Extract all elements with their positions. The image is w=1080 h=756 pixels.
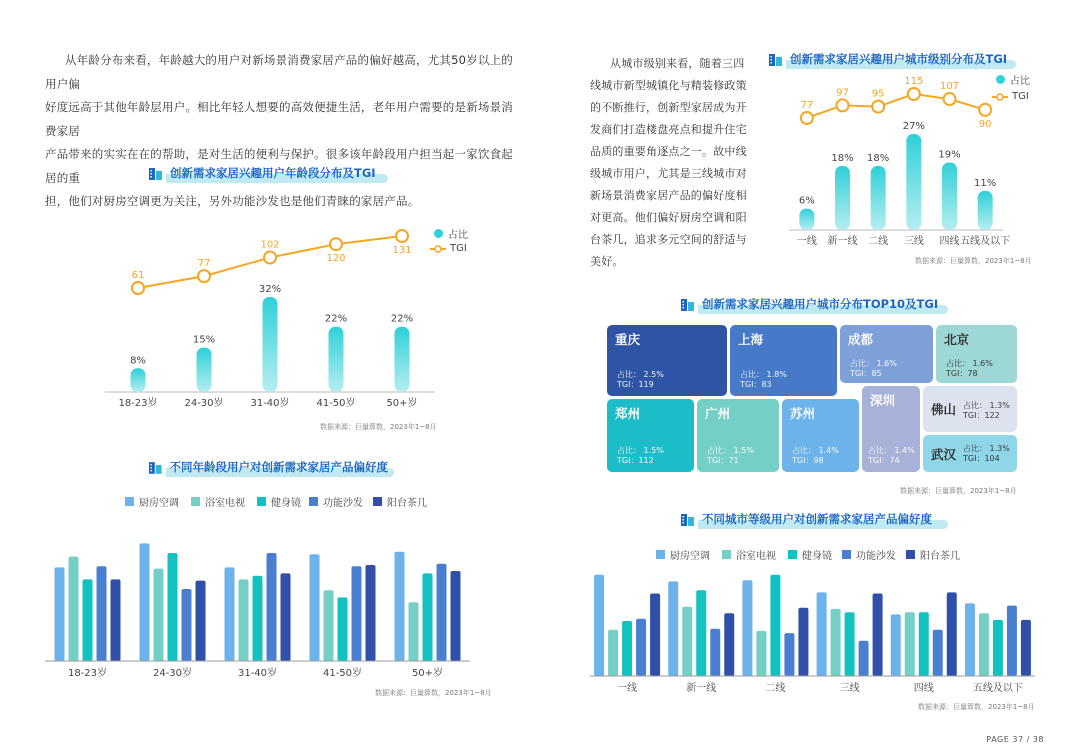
share-value: 1.5% — [643, 446, 664, 455]
city-name: 苏州 — [790, 406, 816, 421]
building-icon — [680, 296, 696, 312]
pref-bar — [55, 567, 65, 661]
pref-bar — [682, 607, 692, 676]
category-label: 31-40岁 — [237, 668, 278, 679]
share-value: 1.4% — [894, 446, 915, 455]
share-label: 占比： — [792, 446, 816, 455]
legend-tgi-label: TGI — [1012, 91, 1029, 102]
city-name: 郑州 — [615, 406, 641, 421]
tgi-value: 83 — [761, 380, 772, 389]
legend-item — [125, 494, 179, 509]
pref-bar — [608, 630, 618, 676]
tgi-label: TGI： — [617, 456, 639, 465]
pref-bar — [437, 564, 447, 661]
tgi-label: 131 — [392, 245, 412, 256]
share-bar — [799, 209, 814, 230]
legend-swatch — [191, 497, 200, 506]
share-bar — [329, 327, 344, 392]
share-value: 1.4% — [818, 446, 839, 455]
tgi-point — [198, 270, 210, 282]
city-name: 上海 — [738, 332, 764, 347]
age-tgi-title: 创新需求家居兴趣用户年龄段分布及TGI — [170, 166, 376, 180]
legend-label: 健身镜 — [802, 551, 832, 562]
legend-swatch — [309, 497, 318, 506]
pref-bar — [168, 553, 178, 661]
pref-bar — [696, 590, 706, 676]
share-bar — [395, 327, 410, 392]
city-stat — [963, 444, 1010, 464]
age-pref-title: 不同年龄段用户对创新需求家居产品偏好度 — [169, 460, 388, 474]
tgi-label: 77 — [800, 100, 814, 111]
pref-bar — [366, 565, 376, 661]
tgi-label: TGI： — [740, 380, 762, 389]
city-stat — [617, 370, 664, 390]
share-label: 占比： — [963, 401, 987, 410]
right-paragraph-line: 美好。 — [590, 255, 624, 268]
category-label: 四线 — [939, 236, 960, 247]
treemap-cell-zhengzhou — [607, 399, 694, 472]
tgi-point — [979, 104, 991, 116]
city-name: 佛山 — [931, 402, 957, 417]
pref-bar — [69, 557, 79, 661]
city-pref-chart — [590, 562, 1035, 698]
pref-bar — [993, 620, 1003, 676]
right-paragraph-line: 新场景消费家居产品的偏好度相 — [590, 189, 747, 202]
share-label: 占比： — [617, 446, 641, 455]
treemap-cell-foshan — [923, 386, 1017, 432]
pref-bar — [239, 579, 249, 661]
pref-bar — [310, 554, 320, 661]
share-bar — [197, 347, 212, 392]
tgi-label: TGI： — [792, 456, 814, 465]
share-bar — [871, 166, 886, 230]
city-name: 重庆 — [615, 332, 641, 347]
pref-bar — [594, 575, 604, 676]
legend-item — [722, 547, 776, 562]
legend-item — [656, 547, 710, 562]
category-label: 31-40岁 — [250, 398, 290, 409]
category-label: 18-23岁 — [67, 668, 108, 679]
source-note: 数据来源：巨量算数，2023年1~8月 — [900, 487, 1017, 495]
tgi-label: TGI： — [963, 454, 985, 463]
tgi-point — [908, 88, 920, 100]
tgi-point — [944, 93, 956, 105]
age-tgi-chart — [95, 212, 445, 417]
building-icon — [148, 165, 164, 181]
legend-label: 浴室电视 — [736, 551, 776, 562]
legend-item — [373, 494, 427, 509]
share-label: 6% — [798, 195, 815, 207]
pref-bar — [979, 613, 989, 676]
category-label: 一线 — [796, 236, 817, 247]
share-label: 占比： — [868, 446, 892, 455]
pref-bar — [919, 612, 929, 676]
pref-bar — [423, 573, 433, 661]
city-pref-legend — [656, 547, 976, 561]
right-paragraph-line: 线城市新型城镇化与精装修政策 — [590, 79, 747, 92]
left-paragraph — [45, 49, 515, 214]
pref-bar — [196, 581, 206, 661]
category-label: 新一线 — [686, 683, 717, 694]
tgi-point — [330, 238, 342, 250]
pref-bar — [1021, 620, 1031, 676]
share-bar — [978, 191, 993, 230]
treemap-cell-beijing — [936, 325, 1017, 383]
legend-tgi-label: TGI — [450, 243, 467, 254]
treemap-cell-chengdu — [840, 325, 933, 383]
pref-bar — [710, 629, 720, 676]
city-stat — [792, 446, 839, 466]
age-tgi-legend-tgi — [430, 243, 467, 254]
pref-bar — [409, 602, 419, 661]
source-note: 数据来源：巨量算数，2023年1~8月 — [375, 689, 492, 697]
pref-bar — [756, 631, 766, 676]
legend-label: 功能沙发 — [856, 551, 896, 562]
legend-label: 厨房空调 — [139, 498, 179, 509]
city-name: 武汉 — [931, 446, 957, 462]
legend-swatch — [842, 550, 851, 559]
pref-bar — [395, 552, 405, 661]
category-label: 24-30岁 — [152, 668, 193, 679]
tgi-value: 122 — [984, 411, 1000, 420]
share-bar — [906, 134, 921, 230]
left-paragraph-line: 好度远高于其他年龄层用户。相比年轻人想要的高效便捷生活，老年用户需要的是新场景消费家居 — [45, 100, 513, 138]
category-label: 五线及以下 — [960, 236, 1011, 247]
building-icon — [768, 51, 784, 67]
city-tgi-title: 创新需求家居兴趣用户城市级别分布及TGI — [790, 52, 1008, 66]
tgi-point — [396, 230, 408, 242]
tgi-value: 85 — [871, 369, 882, 378]
share-label: 占比： — [617, 370, 641, 379]
legend-label: 浴室电视 — [205, 498, 245, 509]
pref-bar — [668, 581, 678, 676]
left-paragraph-line: 担，他们对厨房空调更为关注，另外功能沙发也是他们青睐的家居产品。 — [45, 194, 420, 208]
category-label: 50+岁 — [386, 398, 418, 409]
legend-swatch — [656, 550, 665, 559]
pref-bar — [873, 594, 883, 677]
legend-swatch — [906, 550, 915, 559]
treemap-cell-shenzhen — [862, 386, 920, 472]
source-note: 数据来源：巨量算数，2023年1~8月 — [915, 257, 1032, 265]
building-icon — [148, 459, 164, 475]
right-paragraph-line: 品质的重要角逐点之一。故中线 — [590, 145, 747, 158]
legend-swatch — [722, 550, 731, 559]
tgi-label: 120 — [326, 253, 346, 265]
pref-bar — [817, 592, 827, 676]
legend-item — [257, 494, 301, 509]
pref-bar — [770, 575, 780, 676]
share-label: 18% — [831, 153, 854, 164]
age-pref-chart — [45, 520, 470, 685]
pref-bar — [83, 579, 93, 661]
tgi-label: 102 — [260, 239, 280, 251]
tgi-label: 61 — [131, 270, 145, 281]
legend-item — [191, 494, 245, 509]
share-value: 1.8% — [766, 370, 787, 379]
share-label: 22% — [390, 313, 414, 325]
share-value: 2.5% — [643, 370, 664, 379]
pref-bar — [784, 633, 794, 676]
building-icon — [680, 511, 696, 527]
pref-bar — [225, 567, 235, 661]
share-label: 22% — [324, 313, 348, 325]
tgi-value: 112 — [638, 456, 654, 465]
right-paragraph-line: 从城市级别来看，随着三四 — [610, 57, 745, 70]
pref-bar — [281, 573, 291, 661]
city-name: 深圳 — [870, 393, 896, 408]
legend-share-swatch — [434, 229, 443, 238]
share-value: 1.3% — [989, 401, 1010, 410]
city-name: 北京 — [944, 332, 970, 347]
tgi-point — [132, 282, 144, 294]
category-label: 41-50岁 — [322, 668, 363, 679]
city-stat — [740, 370, 787, 390]
legend-swatch — [125, 497, 134, 506]
pref-bar — [111, 579, 121, 661]
category-label: 三线 — [839, 683, 860, 694]
top10-title: 创新需求家居兴趣用户城市分布TOP10及TGI — [702, 297, 939, 311]
share-value: 1.5% — [733, 446, 754, 455]
share-label: 15% — [192, 334, 216, 346]
tgi-label: TGI： — [868, 456, 890, 465]
share-label: 占比： — [946, 359, 970, 368]
pref-bar — [140, 543, 150, 661]
pref-bar — [338, 597, 348, 661]
right-paragraph-line: 发商们打造楼盘亮点和提升住宅 — [590, 123, 747, 136]
pref-bar — [324, 590, 334, 661]
legend-item — [842, 547, 896, 562]
legend-item — [788, 547, 832, 562]
age-tgi-legend-share — [434, 226, 468, 241]
tgi-point — [872, 101, 884, 113]
category-label: 新一线 — [827, 236, 858, 247]
pref-bar — [742, 580, 752, 676]
city-tgi-chart — [785, 68, 1030, 254]
age-tgi-heading — [148, 162, 388, 184]
pref-bar — [650, 594, 660, 677]
city-stat — [946, 359, 993, 379]
pref-bar — [891, 614, 901, 676]
tgi-value: 78 — [967, 369, 978, 378]
legend-label: 阳台茶几 — [920, 551, 960, 562]
pref-bar — [352, 566, 362, 661]
pref-bar — [933, 630, 943, 676]
left-paragraph-line: 从年龄分布来看，年龄越大的用户对新场景消费家居产品的偏好越高，尤其50岁以上的用户偏 — [45, 53, 513, 91]
left-paragraph-line: 产品带来的实实在在的帮助，是对生活的便利与保护。很多该年龄段用户担当起一家饮食起居的重 — [45, 147, 513, 185]
tgi-label: TGI： — [617, 380, 639, 389]
tgi-point — [264, 252, 276, 264]
tgi-label: TGI： — [707, 456, 729, 465]
city-stat — [850, 359, 897, 379]
treemap-cell-chongqing — [607, 325, 727, 396]
right-paragraph — [590, 53, 760, 273]
treemap-cell-shanghai — [730, 325, 837, 396]
pref-bar — [965, 603, 975, 676]
category-label: 41-50岁 — [316, 398, 356, 409]
category-label: 二线 — [765, 683, 786, 694]
tgi-value: 98 — [813, 456, 824, 465]
share-label: 8% — [130, 355, 146, 367]
tgi-label: TGI： — [850, 369, 872, 378]
pref-bar — [798, 608, 808, 676]
tgi-label: TGI： — [946, 369, 968, 378]
treemap-cell-wuhan — [923, 435, 1017, 472]
source-note: 数据来源：巨量算数，2023年1~8月 — [918, 703, 1035, 711]
pref-bar — [859, 641, 869, 676]
legend-label: 阳台茶几 — [387, 498, 427, 509]
pref-bar — [724, 613, 734, 676]
pref-bar — [451, 571, 461, 661]
pref-bar — [253, 576, 263, 661]
category-label: 一线 — [617, 683, 638, 694]
share-value: 1.3% — [989, 444, 1010, 453]
category-label: 二线 — [868, 236, 889, 247]
category-label: 50+岁 — [411, 668, 444, 679]
tgi-label: TGI： — [963, 411, 985, 420]
city-stat — [707, 446, 754, 466]
page-number: PAGE 37 / 38 — [986, 735, 1044, 744]
category-label: 三线 — [903, 236, 924, 247]
legend-label: 厨房空调 — [670, 551, 710, 562]
share-bar — [263, 297, 278, 392]
tgi-label: 115 — [904, 76, 924, 87]
share-bar — [835, 166, 850, 230]
pref-bar — [154, 569, 164, 661]
category-label: 24-30岁 — [184, 398, 224, 409]
category-label: 18-23岁 — [118, 398, 158, 409]
pref-bar — [182, 589, 192, 661]
share-label: 占比： — [850, 359, 874, 368]
legend-swatch — [788, 550, 797, 559]
legend-share-label: 占比 — [448, 230, 468, 241]
city-stat — [617, 446, 664, 466]
pref-bar — [636, 619, 646, 676]
share-bar — [942, 162, 957, 230]
tgi-point — [837, 99, 849, 111]
pref-bar — [845, 612, 855, 676]
city-name: 成都 — [848, 332, 874, 347]
tgi-line — [807, 94, 985, 118]
city-pref-title: 不同城市等级用户对创新需求家居产品偏好度 — [702, 512, 932, 526]
right-paragraph-line: 对更高。他们偏好厨房空调和阳 — [590, 211, 747, 224]
legend-share-label: 占比 — [1010, 76, 1030, 87]
right-paragraph-line: 的不断推行，创新型家居成为开 — [590, 101, 747, 114]
city-tgi-heading — [768, 48, 1016, 70]
tgi-point — [801, 112, 813, 124]
age-pref-legend — [125, 494, 445, 508]
age-pref-heading — [148, 456, 394, 478]
legend-swatch — [373, 497, 382, 506]
tgi-label: 77 — [197, 258, 211, 270]
share-label: 占比： — [740, 370, 764, 379]
pref-bar — [831, 609, 841, 676]
pref-bar — [1007, 606, 1017, 676]
tgi-label: 107 — [939, 81, 960, 93]
share-label: 占比： — [963, 444, 987, 453]
right-paragraph-line: 级城市用户，尤其是三线城市对 — [590, 167, 747, 180]
legend-label: 健身镜 — [271, 498, 301, 509]
pref-bar — [267, 553, 277, 661]
share-label: 27% — [902, 121, 925, 132]
legend-item — [309, 494, 363, 509]
city-name: 广州 — [705, 406, 731, 421]
legend-label: 功能沙发 — [323, 498, 363, 509]
share-label: 占比： — [707, 446, 731, 455]
tgi-label: 97 — [836, 87, 849, 99]
tgi-value: 71 — [728, 456, 739, 465]
pref-bar — [97, 566, 107, 661]
source-note: 数据来源：巨量算数，2023年1~8月 — [320, 423, 437, 431]
share-value: 1.6% — [876, 359, 897, 368]
city-pref-heading — [680, 508, 948, 530]
pref-bar — [905, 612, 915, 676]
tgi-label: 95 — [871, 88, 885, 100]
tgi-label: 90 — [978, 118, 992, 130]
share-bar — [131, 368, 146, 392]
tgi-value: 104 — [984, 454, 1000, 463]
share-label: 11% — [974, 177, 997, 189]
top10-treemap — [607, 325, 1019, 475]
category-label: 四线 — [913, 683, 934, 694]
top10-heading — [680, 293, 948, 315]
city-stat — [963, 401, 1010, 421]
share-value: 1.6% — [972, 359, 993, 368]
legend-tgi-marker — [430, 244, 446, 254]
share-label: 19% — [938, 149, 961, 161]
category-label: 五线及以下 — [972, 683, 1023, 694]
treemap-cell-guangzhou — [697, 399, 779, 472]
right-paragraph-line: 台茶几，追求多元空间的舒适与 — [590, 233, 747, 246]
city-stat — [868, 446, 915, 466]
tgi-value: 119 — [638, 380, 654, 389]
tgi-value: 74 — [889, 456, 900, 465]
legend-item — [906, 547, 960, 562]
pref-bar — [622, 621, 632, 676]
treemap-cell-suzhou — [782, 399, 859, 472]
share-label: 18% — [867, 153, 890, 164]
share-label: 32% — [258, 284, 282, 295]
legend-swatch — [257, 497, 266, 506]
pref-bar — [947, 592, 957, 676]
